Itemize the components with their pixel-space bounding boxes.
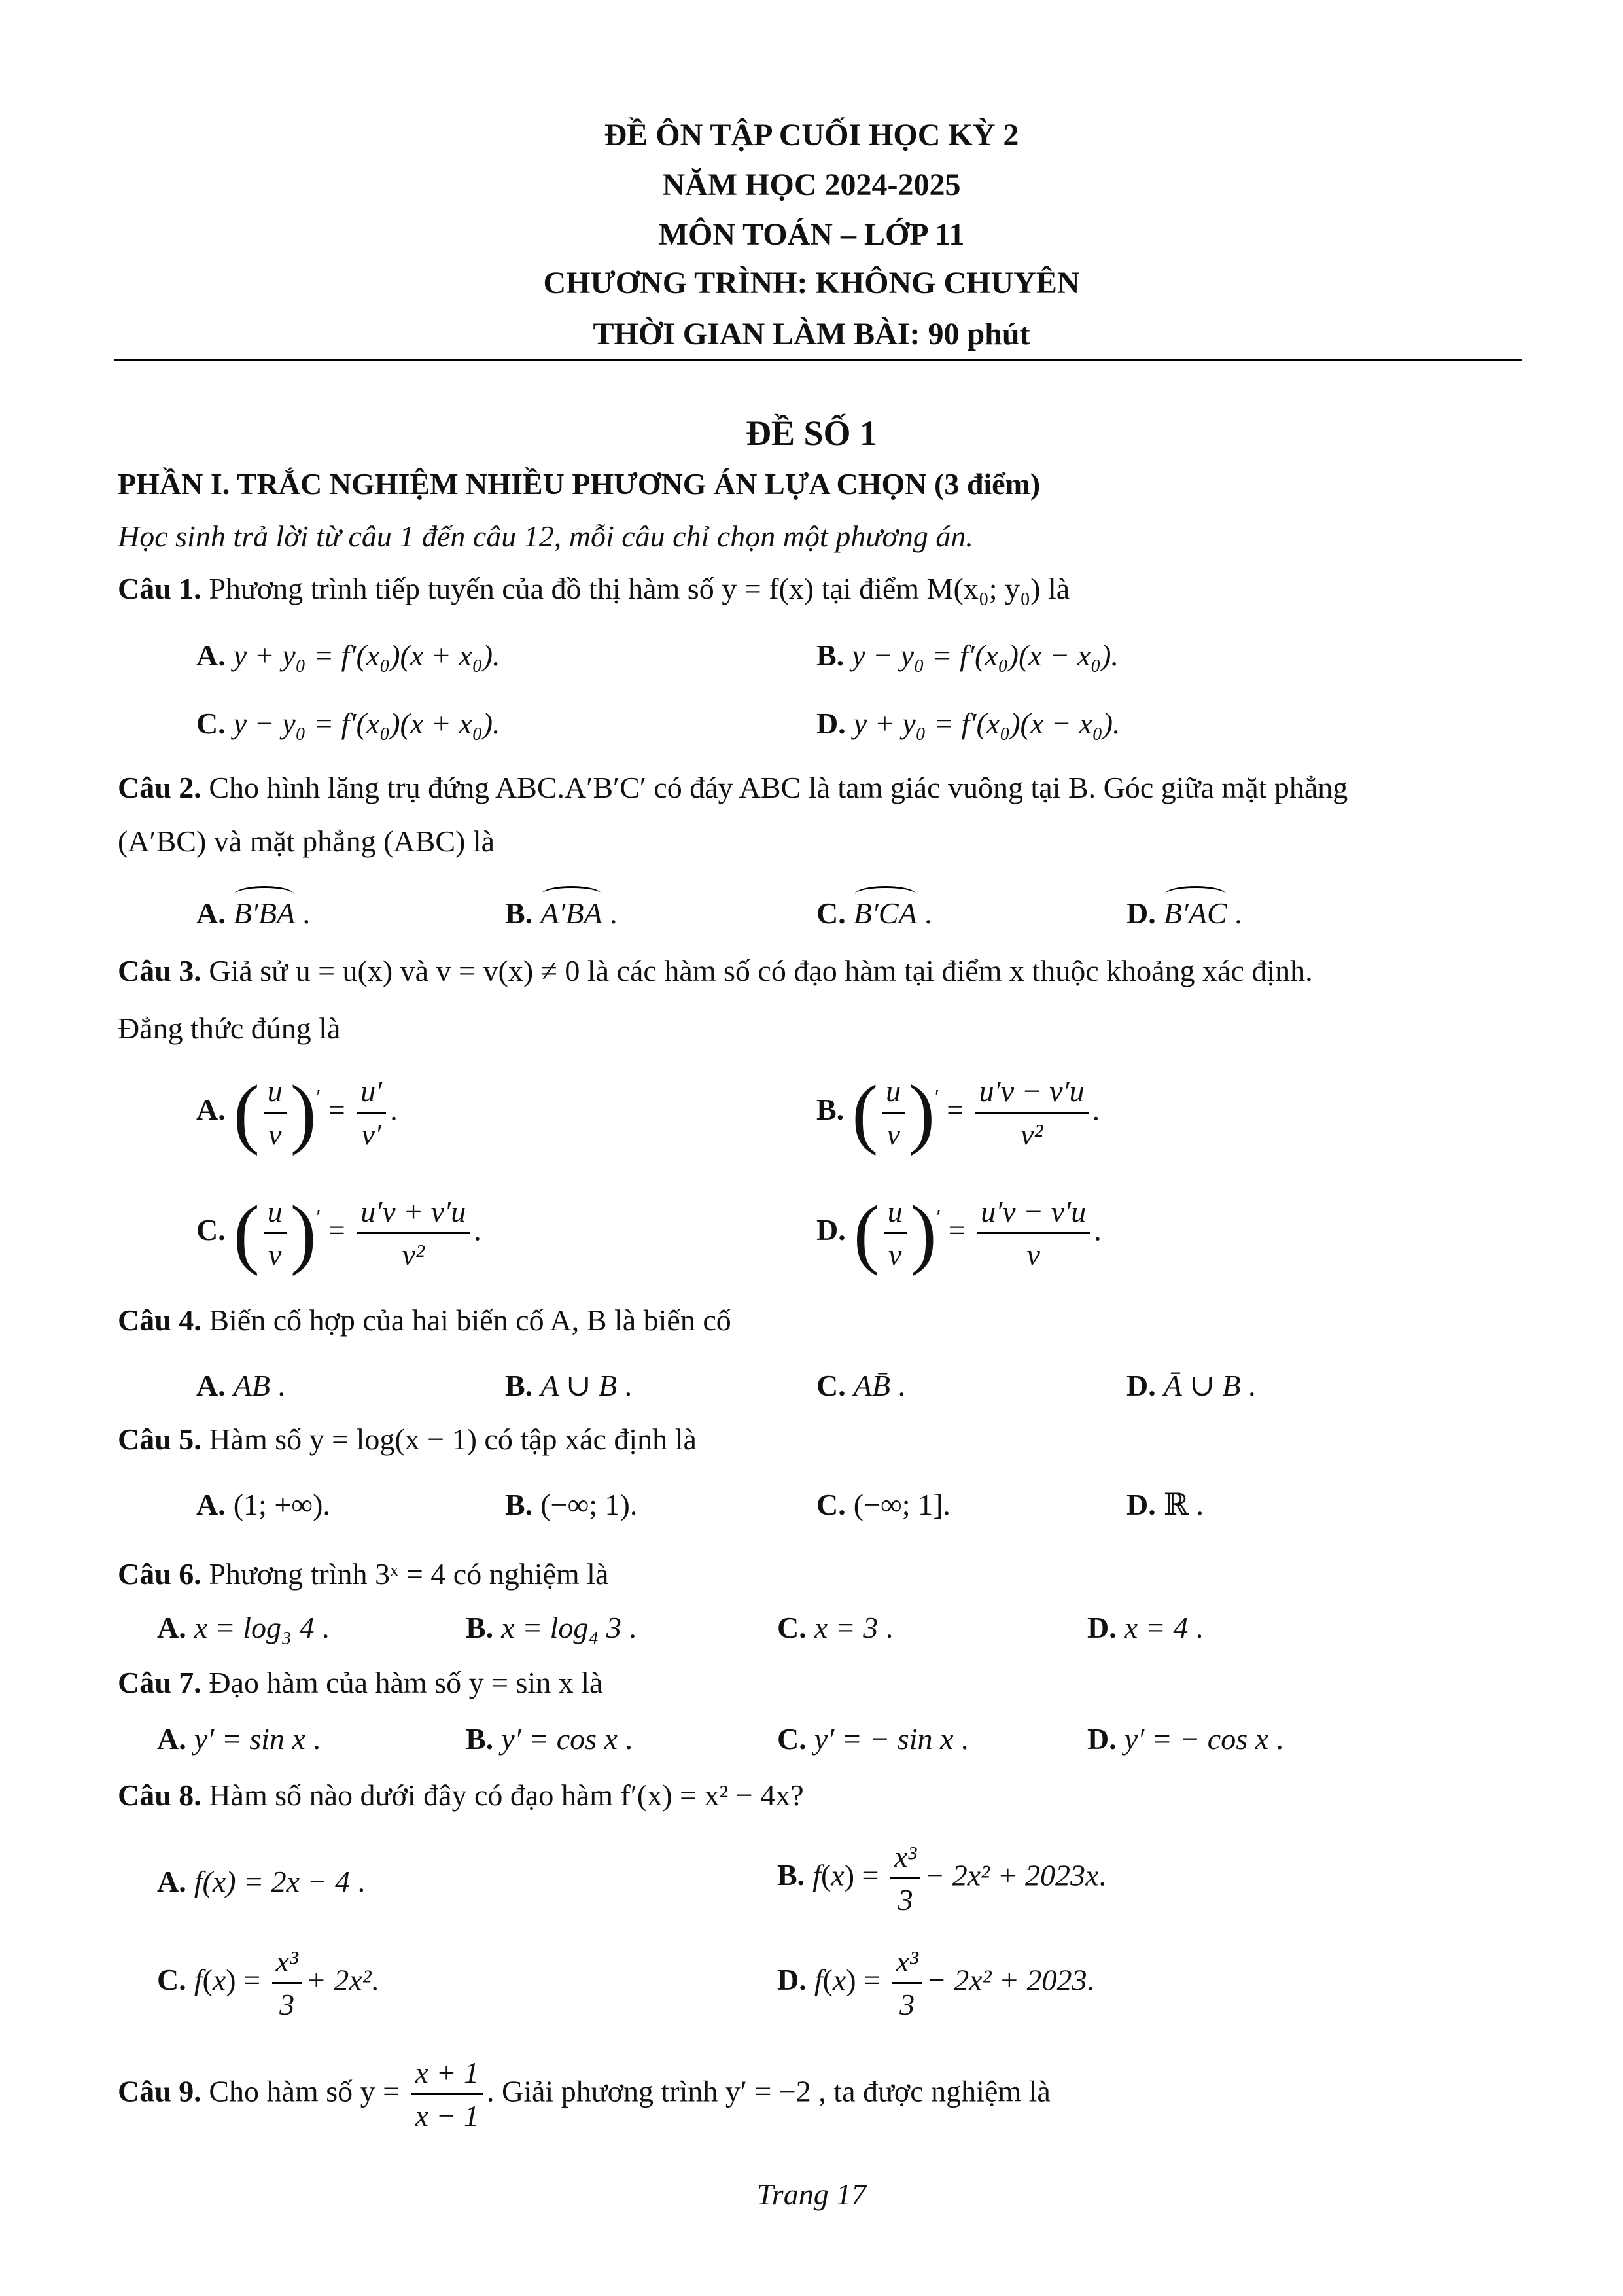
q2-option-a[interactable]: A. B′BA . (196, 895, 310, 931)
option-text: − 2x² + 2023 (926, 1963, 1087, 1997)
header-line-4: CHƯƠNG TRÌNH: KHÔNG CHUYÊN (543, 266, 1080, 300)
q8-option-c[interactable]: C. f(x) = $\frac{\text{x³}}{3}$ + 2x². (157, 1943, 379, 2022)
fraction-denominator: 3 (899, 1988, 915, 2022)
q5-option-c[interactable]: C. (−∞; 1]. (816, 1488, 951, 1521)
option-label: D. (777, 1963, 807, 1997)
option-text: y + y₀ = f′(x₀)(x − x₀). (853, 707, 1121, 740)
q7-option-b[interactable]: B. y′ = cos x . (466, 1722, 633, 1756)
option-text: x = 4 (1124, 1611, 1189, 1644)
question-2 (118, 769, 1348, 805)
question-7 (118, 1665, 602, 1701)
q6-option-b[interactable]: B. x = log₄ 3 . (466, 1611, 637, 1644)
option-label: A. (157, 1722, 186, 1756)
question-text: Cho hàm số y = (209, 2074, 400, 2108)
fraction-denominator: x − 1 (415, 2099, 480, 2133)
q7-option-c[interactable]: C. y′ = − sin x . (777, 1722, 969, 1756)
option-text: B′BA (234, 895, 295, 931)
exam-title: ĐỀ SỐ 1 (745, 414, 878, 453)
question-text: Giả sử u = u(x) và v = v(x) ≠ 0 là các hàm số có đạo hàm tại điểm x thuộc khoảng xác định. (209, 954, 1313, 987)
q1-option-b[interactable] (816, 637, 1119, 673)
option-text: y + y₀ = f′(x₀)(x + x₀). (233, 639, 500, 672)
fraction-denominator: 3 (279, 1988, 295, 2022)
question-label: Câu 4. (118, 1303, 201, 1337)
option-text: + 2x² (305, 1963, 372, 1997)
option-label: D. (816, 1213, 846, 1247)
q2-option-c[interactable]: C. B′CA . (816, 895, 932, 931)
option-label: B. (466, 1611, 494, 1644)
question-label: Câu 9. (118, 2074, 201, 2108)
option-label: A. (196, 896, 226, 930)
option-label: C. (196, 707, 226, 740)
option-text: y′ = − cos x (1124, 1722, 1269, 1756)
option-text: A ∪ B (540, 1369, 618, 1402)
fraction-denominator: 3 (898, 1883, 913, 1917)
option-label: A. (157, 1611, 186, 1644)
option-text: (−∞; 1) (540, 1488, 630, 1521)
fraction-numerator: x³ (890, 1839, 920, 1879)
q5-option-a[interactable]: A. (1; +∞). (196, 1488, 330, 1521)
option-text: A′BA (540, 895, 602, 931)
q8-option-d[interactable]: D. f(x) = $\frac{\text{x³}}{3}$ − 2x² + 2023. (777, 1943, 1094, 2022)
option-label: D. (1126, 896, 1156, 930)
option-label: A. (196, 1369, 226, 1402)
question-5 (118, 1421, 697, 1457)
instruction: Học sinh trả lời từ câu 1 đến câu 12, mỗi câu chỉ chọn một phương án. (118, 520, 973, 553)
q4-option-d[interactable]: D. Ā ∪ B . (1126, 1369, 1256, 1402)
header-line-1: ĐỀ ÔN TẬP CUỐI HỌC KỲ 2 (604, 118, 1019, 152)
question-label: Câu 8. (118, 1778, 201, 1812)
option-label: D. (1087, 1722, 1117, 1756)
option-text: AB (233, 1369, 270, 1402)
option-text: x = log₄ 3 (501, 1611, 621, 1644)
option-label: D. (1087, 1611, 1117, 1644)
fraction-numerator: x + 1 (411, 2055, 483, 2095)
q3-option-b[interactable]: B. ( $\frac{u}{v}$ )′ = $\frac{u'v - v'u}{\text{v²}}$ . (816, 1069, 1100, 1156)
option-text: x = 3 (814, 1611, 879, 1644)
option-label: C. (777, 1722, 807, 1756)
option-text: B′CA (854, 895, 917, 931)
q3-option-d[interactable]: D. ( $\frac{u}{v}$ )′ = $\frac{u'v - v'u}{v}$ . (816, 1189, 1102, 1277)
question-text: Cho hình lăng trụ đứng ABC.A′B′C′ có đáy ABC là tam giác vuông tại B. Góc giữa mặt phẳng (209, 771, 1348, 804)
option-text: (−∞; 1] (853, 1488, 943, 1521)
q6-option-c[interactable]: C. x = 3 . (777, 1611, 894, 1644)
option-label: C. (777, 1611, 807, 1644)
option-label: A. (196, 1093, 226, 1127)
question-label: Câu 3. (118, 954, 201, 987)
header-line-2: NĂM HỌC 2024-2025 (662, 168, 961, 202)
part-title: PHẦN I. TRẮC NGHIỆM NHIỀU PHƯƠNG ÁN LỰA CHỌN (3 điểm) (118, 467, 1041, 501)
option-text: − 2x² + 2023x (924, 1858, 1099, 1892)
q8-option-a[interactable]: A. f(x) = 2x − 4 . (157, 1865, 366, 1898)
q3-option-c[interactable]: C. ( $\frac{u}{v}$ )′ = $\frac{u'v + v'u}{\text{v²}}$ . (196, 1189, 481, 1277)
q2-option-d[interactable]: D. B′AC . (1126, 895, 1242, 931)
q1-option-d[interactable] (816, 705, 1121, 741)
option-label: A. (196, 639, 226, 672)
question-text: Hàm số y = log(x − 1) có tập xác định là (209, 1422, 697, 1456)
question-6 (118, 1556, 608, 1592)
option-label: A. (157, 1865, 186, 1898)
option-label: D. (816, 707, 846, 740)
option-text: x = log₃ 4 (194, 1611, 315, 1644)
q8-option-b[interactable]: B. f(x) = $\frac{\text{x³}}{3}$ − 2x² + 2023x. (777, 1839, 1106, 1918)
option-label: B. (505, 896, 533, 930)
header-line-5: THỜI GIAN LÀM BÀI: 90 phút (593, 317, 1030, 351)
q3-option-a[interactable]: A. ( $\frac{u}{v}$ )′ = $\frac{u'}{v'}$ . (196, 1069, 398, 1156)
option-label: B. (505, 1369, 533, 1402)
q6-option-a[interactable]: A. x = log₃ 4 . (157, 1611, 330, 1644)
option-label: A. (196, 1488, 226, 1521)
option-text: f(x) = 2x − 4 (194, 1865, 351, 1898)
option-label: C. (816, 896, 846, 930)
fraction-denominator: v′ (361, 1118, 381, 1152)
option-text: ℝ (1163, 1488, 1189, 1521)
fraction-numerator: u′v + v′u (357, 1193, 470, 1234)
question-2-line-2: (A′BC) và mặt phẳng (ABC) là (118, 824, 495, 858)
question-1 (118, 571, 1070, 607)
option-label: C. (816, 1488, 846, 1521)
option-label: B. (466, 1722, 494, 1756)
option-text: y′ = cos x (501, 1722, 618, 1756)
question-text-tail: . Giải phương trình y′ = −2 , ta được nghiệm là (487, 2074, 1051, 2108)
fraction-denominator: v² (402, 1238, 425, 1272)
option-label: C. (196, 1213, 226, 1247)
option-label: B. (777, 1858, 805, 1892)
option-label: B. (816, 1093, 845, 1127)
option-label: B. (816, 639, 845, 672)
fraction-numerator: x³ (892, 1943, 922, 1984)
q7-option-d[interactable]: D. y′ = − cos x . (1087, 1722, 1284, 1756)
question-3-line-2: Đẳng thức đúng là (118, 1012, 341, 1045)
header-rule (114, 359, 1522, 361)
q6-option-d[interactable]: D. x = 4 . (1087, 1611, 1204, 1644)
question-8 (118, 1777, 804, 1813)
option-text: y − y₀ = f′(x₀)(x + x₀). (233, 707, 500, 740)
question-3 (118, 953, 1313, 989)
question-4 (118, 1302, 731, 1338)
option-label: D. (1126, 1488, 1156, 1521)
fraction-numerator: u′v − v′u (975, 1073, 1089, 1114)
option-text: Ā ∪ B (1163, 1369, 1241, 1402)
q5-option-b[interactable]: B. (−∞; 1). (505, 1488, 638, 1521)
q7-option-a[interactable]: A. y′ = sin x . (157, 1722, 321, 1756)
question-text: Hàm số nào dưới đây có đạo hàm f′(x) = x² − 4x? (209, 1778, 804, 1812)
option-text: y′ = sin x (194, 1722, 305, 1756)
option-text: y′ = − sin x (814, 1722, 954, 1756)
q1-option-c[interactable] (196, 705, 500, 741)
option-label: C. (816, 1369, 846, 1402)
question-label: Câu 7. (118, 1666, 201, 1699)
option-label: C. (157, 1963, 186, 1997)
option-text: (1; +∞) (233, 1488, 323, 1521)
fraction-numerator: u′ (357, 1073, 386, 1114)
option-text: AB̄ (853, 1369, 890, 1402)
question-label: Câu 2. (118, 771, 201, 804)
question-label: Câu 5. (118, 1422, 201, 1456)
fraction-numerator: x³ (272, 1943, 302, 1984)
question-text: Đạo hàm của hàm số y = sin x là (209, 1666, 603, 1699)
question-label: Câu 1. (118, 572, 201, 605)
q1-option-a[interactable] (196, 637, 500, 673)
header-line-3: MÔN TOÁN – LỚP 11 (658, 217, 965, 252)
question-text: Phương trình 3ˣ = 4 có nghiệm là (209, 1557, 609, 1591)
question-text: Biến cố hợp của hai biến cố A, B là biến cố (209, 1303, 731, 1337)
question-9 (118, 2055, 1051, 2134)
option-label: D. (1126, 1369, 1156, 1402)
option-label: B. (505, 1488, 533, 1521)
page-number: Trang 17 (756, 2178, 867, 2211)
q5-option-d[interactable]: D. ℝ . (1126, 1488, 1204, 1521)
question-label: Câu 6. (118, 1557, 201, 1591)
q4-option-b[interactable]: B. A ∪ B . (505, 1369, 633, 1402)
fraction-denominator: v (1026, 1238, 1040, 1272)
fraction-denominator: v² (1021, 1118, 1043, 1152)
q4-option-c[interactable]: C. AB̄ . (816, 1369, 905, 1402)
fraction-numerator: u′v − v′u (977, 1193, 1090, 1234)
option-text: y − y₀ = f′(x₀)(x − x₀). (852, 639, 1119, 672)
question-text: Phương trình tiếp tuyến của đồ thị hàm số y = f(x) tại điểm M(x₀; y₀) là (209, 572, 1070, 605)
q4-option-a[interactable]: A. AB . (196, 1369, 285, 1402)
q2-option-b[interactable]: B. A′BA . (505, 895, 618, 931)
option-text: B′AC (1164, 895, 1227, 931)
